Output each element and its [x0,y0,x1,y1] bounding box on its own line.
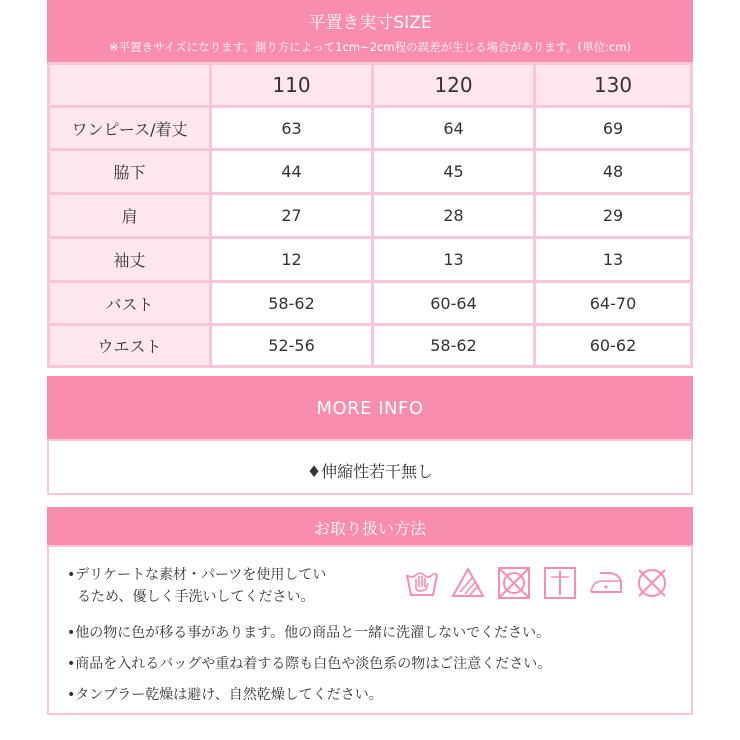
table-cell: 44 [212,151,371,192]
care-body [47,545,693,715]
table-cell: 64 [374,108,533,148]
more-info-body [47,439,693,495]
no-tumble-dry-icon [496,565,532,601]
row-label: バスト [50,283,209,323]
no-bleach-icon [450,565,486,601]
column-header: 110 [212,65,371,105]
size-header [47,0,693,62]
column-header: 120 [374,65,533,105]
table-cell: 12 [212,239,371,280]
table-cell: 45 [374,151,533,192]
no-dry-clean-icon [634,565,670,601]
care-note: るため、優しく手洗いしてください。 [77,589,315,605]
table-corner [50,65,209,105]
table-cell: 58-62 [212,283,371,323]
table-cell: 69 [536,108,690,148]
table-cell: 63 [212,108,371,148]
care-note: •商品を入れるバッグや重ね着する際も白色や淡色系の物はご注意ください。 [67,656,552,672]
care-note: •タンブラー乾燥は避け、自然乾燥してください。 [67,687,383,703]
column-header: 130 [536,65,690,105]
hand-wash-icon [404,565,440,601]
row-label: 袖丈 [50,239,209,280]
table-cell: 28 [374,195,533,236]
line-dry-icon [542,565,578,601]
size-title: 平置き実寸SIZE [308,13,432,33]
table-cell: 60-64 [374,283,533,323]
row-label: ウエスト [50,326,209,365]
care-title: お取り扱い方法 [313,519,426,538]
table-cell: 29 [536,195,690,236]
table-cell: 64-70 [536,283,690,323]
table-cell: 58-62 [374,326,533,365]
table-cell: 48 [536,151,690,192]
row-label: 肩 [50,195,209,236]
table-cell: 60-62 [536,326,690,365]
care-note: •デリケートな素材・パーツを使用してい [67,567,327,583]
low-iron-icon [588,565,624,601]
size-note: ※平置きサイズになります。測り方によって1cm~2cm程の誤差が生じる場合があります。(単位:cm) [108,40,632,54]
table-cell: 13 [374,239,533,280]
table-cell: 13 [536,239,690,280]
size-table [47,62,693,368]
row-label: 脇下 [50,151,209,192]
row-label: ワンピース/着丈 [50,108,209,148]
more-info-title: MORE INFO [316,398,424,419]
more-info-text: ♦伸縮性若干無し [306,462,434,481]
care-icons [404,565,674,601]
care-note: •他の物に色が移る事があります。他の商品と一緒に洗濯しないでください。 [67,625,551,641]
more-info-header [47,376,693,439]
table-cell: 52-56 [212,326,371,365]
care-header [47,507,693,545]
table-cell: 27 [212,195,371,236]
